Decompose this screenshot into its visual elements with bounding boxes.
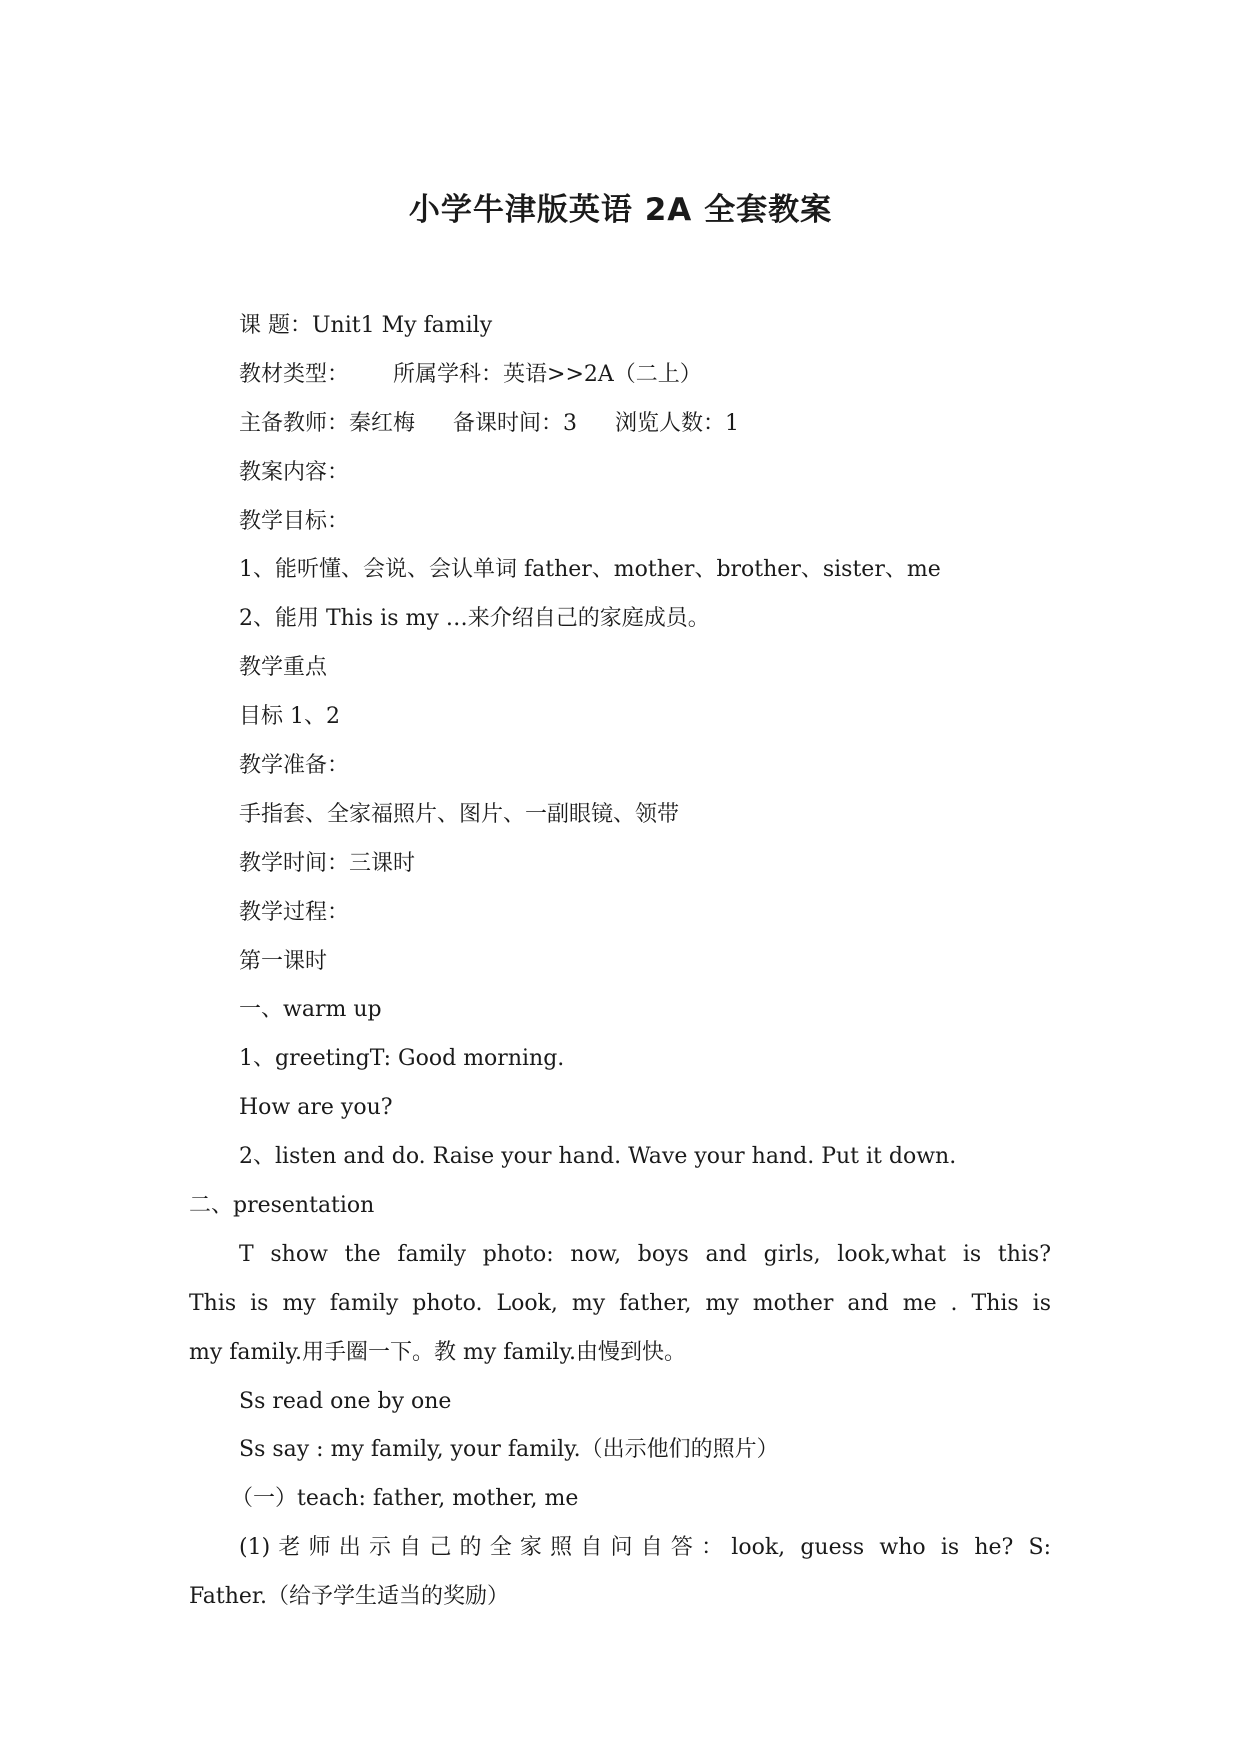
- text-line: 1、能听懂、会说、会认单词 father、mother、brother、sister、me: [239, 557, 941, 583]
- text-line: 2、能用 This is my …来介绍自己的家庭成员。: [239, 606, 710, 632]
- document-title: 小学牛津版英语 2A 全套教案: [408, 192, 833, 228]
- text-line: 教学时间：三课时: [239, 850, 416, 876]
- topic-line: 课 题：Unit1 My family: [239, 313, 493, 338]
- text-line: Ss say : my family, your family.（出示他们的照片）: [239, 1437, 779, 1463]
- text-line: 手指套、全家福照片、图片、一副眼镜、领带: [239, 801, 680, 827]
- subject: 所属学科：英语>>2A（二上）: [393, 361, 702, 387]
- section-heading: 二、presentation: [189, 1193, 375, 1219]
- text-line: 教学重点: [239, 655, 328, 681]
- teacher: 主备教师：秦红梅: [239, 410, 416, 436]
- prep-time: 备课时间：3: [453, 410, 578, 436]
- paragraph-line: my family.用手圈一下。教 my family.由慢到快。: [189, 1339, 686, 1365]
- document-body: [189, 302, 1051, 1622]
- text-line: How are you?: [239, 1095, 393, 1121]
- paragraph-line: This is my family photo. Look, my father, my mother and me . This is: [189, 1290, 1051, 1316]
- text-line: 2、listen and do. Raise your hand. Wave your hand. Put it down.: [239, 1144, 957, 1170]
- text-line: 一、warm up: [239, 997, 382, 1023]
- paragraph-line: T show the family photo: now, boys and girls, look,what is this?: [239, 1241, 1051, 1267]
- paragraph-line: Father.（给予学生适当的奖励）: [189, 1584, 510, 1610]
- views: 浏览人数：1: [615, 410, 740, 436]
- text-line: 教案内容：: [239, 459, 350, 485]
- text-line: 目标 1、2: [239, 704, 340, 730]
- text-line: 1、greetingT: Good morning.: [239, 1046, 565, 1072]
- text-line: 教学过程：: [239, 899, 350, 925]
- teacher-line: [189, 400, 1051, 449]
- text-line: 第一课时: [239, 948, 328, 974]
- text-line: （一）teach: father, mother, me: [231, 1486, 579, 1512]
- paragraph-line: (1)老师出示自己的全家照自问自答：look, guess who is he? S:: [239, 1535, 1051, 1561]
- text-line: Ss read one by one: [239, 1388, 452, 1414]
- text-line: 教学准备：: [239, 753, 350, 779]
- material-line: [189, 351, 1051, 400]
- material-type: 教材类型：: [239, 361, 350, 387]
- text-line: 教学目标：: [239, 508, 350, 534]
